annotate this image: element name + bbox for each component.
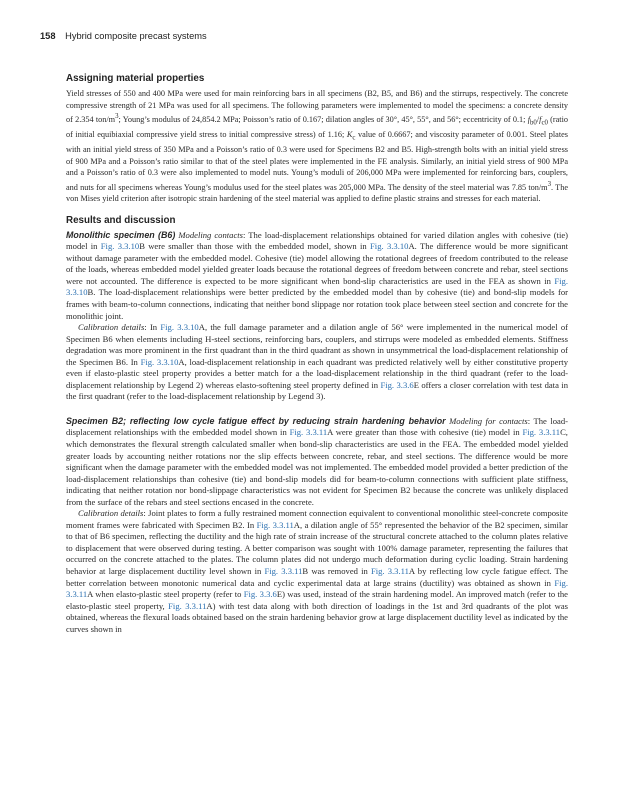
figure-link[interactable]: Fig. 3.3.10: [370, 241, 409, 252]
section-material-properties: [66, 72, 568, 205]
figure-link[interactable]: Fig. 3.3.10: [66, 275, 568, 298]
figure-link[interactable]: Fig. 3.3.6: [243, 589, 277, 600]
figure-link[interactable]: Fig. 3.3.11: [168, 600, 207, 611]
figure-link[interactable]: Fig. 3.3.11: [66, 577, 568, 600]
figure-link[interactable]: Fig. 3.3.11: [289, 427, 328, 438]
paragraph: Calibration details: In Fig. 3.3.10A, the full damage parameter and a dilation angle of 56° were implemented in the numerical model of Specimen B6 when elements including H-steel sections, reinforcing bars, couplers, and stirrups were modeled as embedded elements. Stiffness degradation was more prominent in the first quadrant than in the third quadrant as shown in unsymmetrical the load-displacement relationship of the Specimen B6. In Fig. 3.3.10A, load-displacement relationship in each quadrant was predicted relatively well by either constitutive property even if elasto-plastic steel property provides a better match for a the load-displacement relationship in the third quadrant (refer to the load-displacement relationship by Legend 2) whereas elasto-softening steel property defined in Fig. 3.3.6E offers a closer correlation with test data in the first quadrant (refer to the load-displacement relationship by Legend 3).: [66, 322, 569, 402]
section-results-discussion: [66, 214, 568, 636]
section-heading: Results and discussion: [66, 214, 176, 226]
figure-link[interactable]: Fig. 3.3.11: [370, 566, 409, 577]
figure-link[interactable]: Fig. 3.3.10: [140, 356, 179, 367]
figure-link[interactable]: Fig. 3.3.11: [264, 566, 303, 577]
subsection-lead: Specimen B2; reflecting low cycle fatigue effect by reducing strain hardening behavior: [66, 415, 446, 426]
figure-link[interactable]: Fig. 3.3.10: [100, 241, 140, 252]
paragraph: Monolithic specimen (B6) Modeling contacts: The load-displacement relationships obtained for varied dilation angles with cohesive (tie) model in Fig. 3.3.10B were smaller than those with the embedded model, shown in Fig. 3.3.10A. The difference would be more significant without damage parameter with the embedded model. Cohesive (tie) model allowing the rotational degrees of freedom contributed to the release of the loads, whereas embedded model yielded greater loads because the rotational degrees of freedom between concrete and rebar, steel sections were not accounted. The difference is expected to be more significant when bond-slip characteristics are used in the FEA as shown in Fig. 3.3.10B. The load-displacement relationships were better predicted by the embedded model than by cohesive (tie) and bond-slip models for frames with beam-to-column connections, indicating that neither bond slippage nor rotation took place between steel section and concrete for the monolithic joint.: [66, 229, 569, 321]
page-number: 158: [40, 31, 56, 41]
paragraph: Calibration details: Joint plates to form a fully restrained moment connection equivalent to conventional monolithic steel-concrete composite moment frames were fabricated with Specimen B2. In Fig. 3.3.11A, a dilation angle of 55° represented the behavior of the B2 specimen, similar to that of B6 specimen, reflecting the ductility and the high rate of strain increase of the structural concrete attached to the column plates relative to displacement that were observed during testing. A better comparison was sought with 100% damage parameter, representing the failures that occurred on the concrete attached to the plates. The column plates did not undergo much deformation during cyclic loading. Strain hardening behavior at large displacement ductility level shown in Fig. 3.3.11B was removed in Fig. 3.3.11A by reflecting low cycle fatigue effect. The better correlation between monotonic numerical data and cyclic experimental data at large strains (ductility) was obtained as shown in Fig. 3.3.11A when elasto-plastic steel property (refer to Fig. 3.3.6E) was used, instead of the strain hardening model. An improved match (refer to the elasto-plastic steel property, Fig. 3.3.11A) with test data along with both direction of loadings in the 1st and 3rd quadrants of the plot was obtained, whereas the flexural loads obtained based on the strain hardening behavior grow at large displacement ductility level as indicated by the curves shown in: [66, 508, 568, 634]
running-header: [40, 31, 585, 41]
figure-link[interactable]: Fig. 3.3.6: [380, 379, 414, 390]
figure-link[interactable]: Fig. 3.3.10: [160, 322, 199, 333]
body-column: [66, 72, 568, 635]
paragraph: Yield stresses of 550 and 400 MPa were used for main reinforcing bars in all specimens (B2, B5, and B6) and the stirrups, respectively. The concrete compressive strength of 21 MPa was used for all specimens. The following parameters were implemented to model the specimens: a concrete density of 2.354 ton/$m^3$; Young’s modulus of 24,854.2 MPa; Poisson’s ratio of 0.167; dilation angles of 30°, 45°, 55°, and 56°; eccentricity of 0.1; $f_{b0}/f_{c0}$ (ratio of initial equibiaxial compressive yield stress to initial compressive stress) of 1.16; $K_c$ value of 0.6667; and viscosity parameter of 0.001. Steel plates with an initial yield stress of 350 MPa and a Poisson’s ratio of 0.3 were used for Specimens B2 and B5. High-strength bolts with an initial yield stress of 900 MPa and a Poisson’s ratio similar to that of the steel plates were implemented in the FE analysis. Similarly, an initial yield stress of 900 MPa and a Poisson’s ratio of 0.3 were also implemented to model nuts. Young’s moduli of 206,000 MPa were implemented for reinforcing bars, couplers, and nuts for all specimens whereas Young’s modulus used for the steel plates was 205,000 MPa. The density of the steel material was 7.85 ton/$m^3$. The von Mises yield criterion after isotropic strain hardening of the steel material was applied to define plastic strains and stresses for each material.: [66, 89, 568, 204]
section-heading: Assigning material properties: [66, 73, 205, 84]
figure-link[interactable]: Fig. 3.3.11: [522, 427, 561, 438]
running-title: Hybrid composite precast systems: [65, 31, 207, 41]
paragraph: Specimen B2; reflecting low cycle fatigue effect by reducing strain hardening behavior Modeling for contacts: The load-displacement relationships with the embedded model shown in Fig. 3.3.11A were greater than those with cohesive (tie) model in Fig. 3.3.11C, which demonstrates the flexural strength calculated smaller when bond-slip characteristics are used in the FEA. The embedded model yielded greater loads by accounting neither rotations nor the slip effects between concrete, rebar, and steel sections. The difference would be more significant when the damage parameter with the embedded model was not implemented. The embedded model provided a better prediction of the load-displacement relationships than cohesive (tie) and bond-slip models did for beam-to-column connections with sufficient plate stiffness, indicating that neither rotation nor bond-slippage characteristics was not evident for Specimen B2 because the concrete was unlikely displaced from the surface of the rebars and steel sections encased in the concrete.: [66, 415, 568, 507]
subsection-lead: Monolithic specimen (B6): [66, 229, 176, 240]
figure-link[interactable]: Fig. 3.3.11: [256, 519, 294, 530]
